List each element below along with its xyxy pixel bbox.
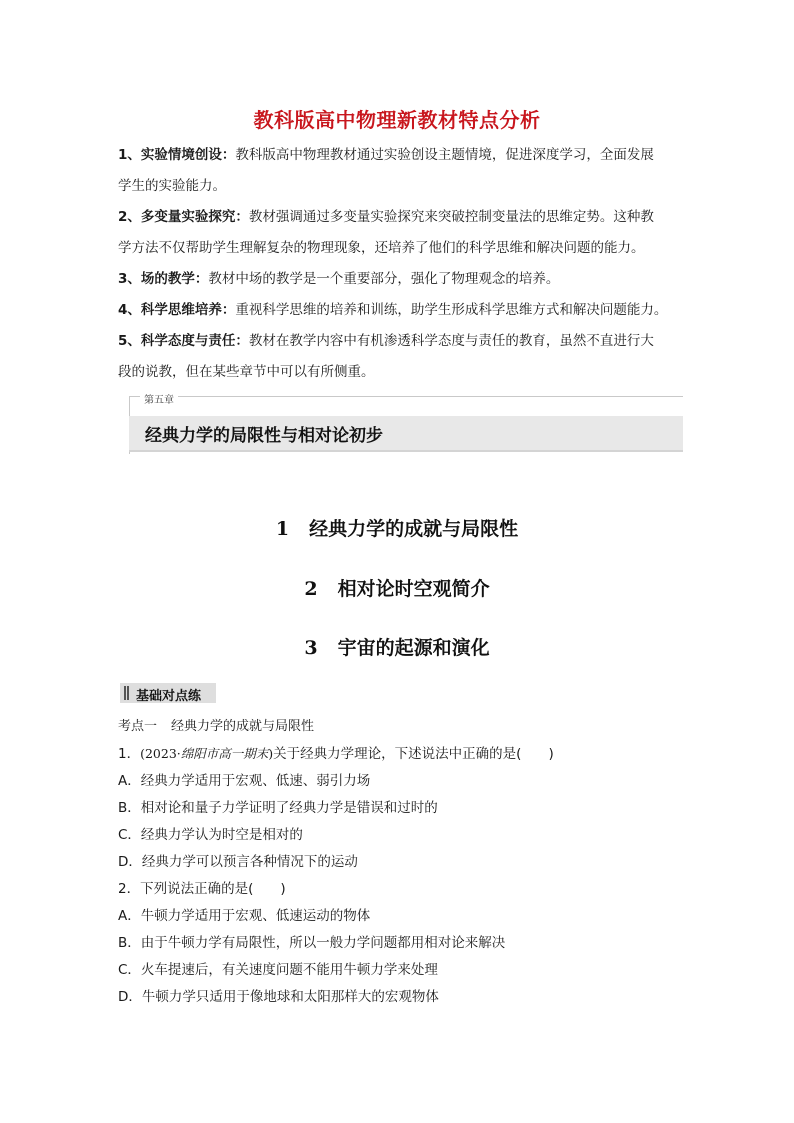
point-text: 学生的实验能力。 [118, 178, 226, 194]
source-suffix: ) [268, 746, 274, 761]
question-number: 1． [118, 746, 141, 762]
point-2 [118, 202, 680, 264]
point-text: 段的说教，但在某些章节中可以有所侧重。 [118, 364, 375, 380]
source-prefix: (2023· [140, 746, 181, 761]
section-heading-2 [0, 574, 794, 601]
section-title: 宇宙的起源和演化 [337, 637, 490, 659]
point-3 [118, 264, 680, 295]
kaodian-title: 经典力学的成就与局限性 [171, 719, 315, 734]
badge-label: 基础对点练 [136, 689, 202, 704]
point-label: 5、科学态度与责任： [118, 333, 249, 349]
point-text: 教材强调通过多变量实验探究来突破控制变量法的思维定势。这种教 [248, 209, 654, 225]
point-label: 3、场的教学： [118, 271, 209, 287]
q2-option-d: D．牛顿力学只适用于像地球和太阳那样大的宏观物体 [118, 989, 439, 1005]
point-label: 2、多变量实验探究： [118, 209, 249, 225]
section-heading-3 [0, 633, 794, 660]
q1-option-d: D．经典力学可以预言各种情况下的运动 [118, 854, 358, 870]
q2-option-c: C．火车提速后，有关速度问题不能用牛顿力学来处理 [118, 962, 438, 978]
question-text: 关于经典力学理论，下述说法中正确的是( ) [273, 746, 554, 762]
section-number: 3 [304, 637, 318, 659]
point-text: 学方法不仅帮助学生理解复杂的物理现象，还培养了他们的科学思维和解决问题的能力。 [118, 240, 645, 256]
chapter-header [129, 396, 683, 456]
question-2-stem: 2．下列说法正确的是( ) [118, 881, 286, 897]
q1-option-b: B．相对论和量子力学证明了经典力学是错误和过时的 [118, 800, 438, 816]
point-text: 教材中场的教学是一个重要部分，强化了物理观念的培养。 [208, 271, 560, 287]
point-4 [118, 295, 680, 326]
section-title: 经典力学的成就与局限性 [309, 518, 519, 540]
badge-bars-icon [124, 686, 129, 700]
source-city: 绵阳市高一期末 [180, 746, 269, 761]
q2-option-a: A．牛顿力学适用于宏观、低速运动的物体 [118, 908, 371, 924]
practice-badge [120, 683, 216, 703]
section-heading-1 [0, 514, 794, 541]
document-title: 教科版高中物理新教材特点分析 [253, 108, 541, 132]
point-text: 教材在教学内容中有机渗透科学态度与责任的教育，虽然不直进行大 [248, 333, 654, 349]
q1-option-c: C．经典力学认为时空是相对的 [118, 827, 303, 843]
point-text: 重视科学思维的培养和训练，助学生形成科学思维方式和解决问题能力。 [235, 302, 668, 318]
section-title: 相对论时空观简介 [337, 578, 490, 600]
kaodian-label: 考点一 [118, 719, 158, 734]
q1-option-a: A．经典力学适用于宏观、低速、弱引力场 [118, 773, 371, 789]
question-source [140, 746, 273, 761]
section-number: 2 [304, 578, 318, 600]
chapter-title: 经典力学的局限性与相对论初步 [145, 426, 383, 446]
point-1 [118, 140, 680, 202]
point-label: 4、科学思维培养： [118, 302, 236, 318]
q2-option-b: B．由于牛顿力学有局限性，所以一般力学问题都用相对论来解决 [118, 935, 506, 951]
section-number: 1 [275, 518, 290, 540]
point-5 [118, 326, 680, 388]
chapter-label: 第五章 [140, 391, 178, 406]
point-label: 1、实验情境创设： [118, 147, 236, 163]
kaodian-heading [118, 717, 698, 737]
point-text: 教科版高中物理教材通过实验创设主题情境，促进深度学习，全面发展 [235, 147, 654, 163]
chapter-title-bar [129, 416, 683, 452]
question-1-stem [118, 744, 698, 764]
chapter-border-top [129, 396, 683, 397]
